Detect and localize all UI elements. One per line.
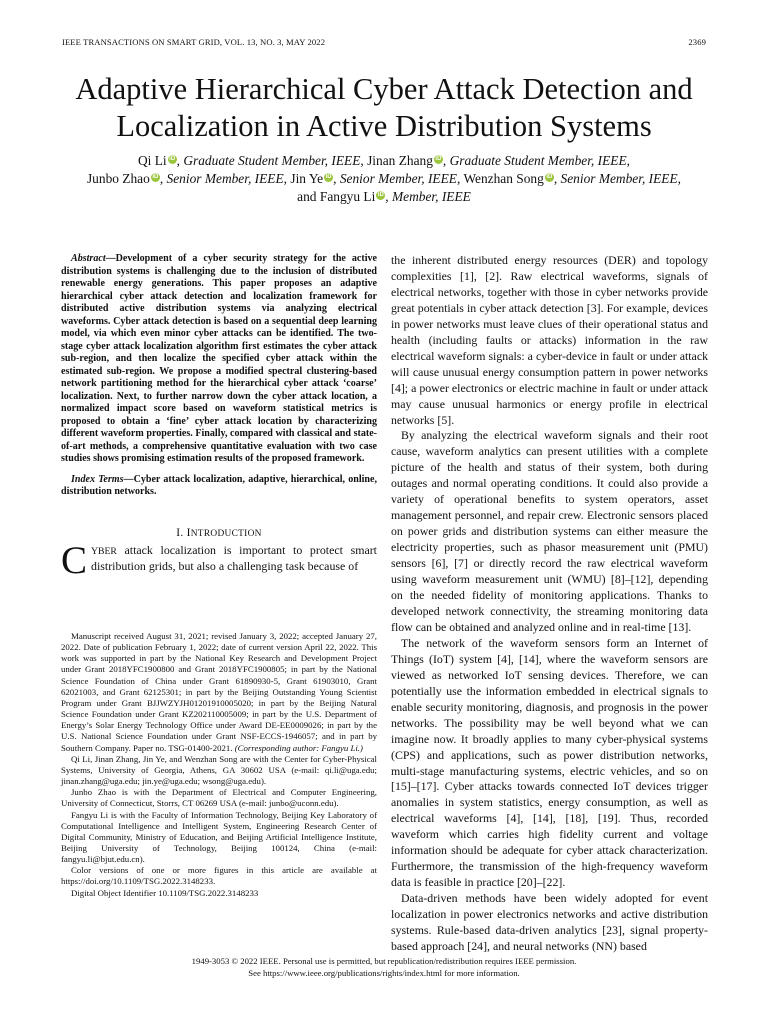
section-heading: I. INTRODUCTION bbox=[176, 526, 262, 539]
drop-cap: C bbox=[61, 538, 88, 582]
abstract bbox=[61, 253, 377, 466]
orcid-icon[interactable]: iD bbox=[169, 156, 176, 162]
author-role: Graduate Student Member, IEEE bbox=[183, 153, 361, 168]
footnote-affiliation: Fangyu Li is with the Faculty of Information Technology, Beijing Key Laboratory of Computational Intelligence and Intelligent System, Engineering Research Center of Digital Community, Ministry of Education, and Beijing Artificial Intelligence Institute, Beijing University of Technology, Beijing 100124, China (e-mail: fangyu.li@bjut.edu.cn). bbox=[61, 809, 377, 865]
author-name: Jinan Zhang bbox=[367, 153, 433, 168]
footnote-color-note: Color versions of one or more figures in this article are available at https://doi.org/10.1109/TSG.2022.3148233. bbox=[61, 865, 377, 887]
author-name: Jin Ye bbox=[290, 171, 324, 187]
orcid-icon[interactable]: iD bbox=[435, 156, 442, 162]
body-paragraph: By analyzing the electrical waveform signals and their root cause, waveform analytics can present utilities with a complete picture of the health and status of their system, both during outages and normal operating conditions. It could also provide a variety of operational benefits to system operators, asset management personnel, and repair crew. Electronic sensors placed on power grids and distribution systems can either measure the electricity properties, such as phasor measurement unit (PMU) sensors [6], [7] or directly record the raw electrical waveform using waveform measurement unit (WMU) [8]–[12], depending on the needed fidelity of monitoring applications. Thanks to developed network connectivity, the streaming monitoring data flow can be obtained and analyzed online and in real-time [13]. bbox=[391, 428, 708, 634]
abstract-lead: Abstract bbox=[71, 253, 106, 264]
footnote-doi: Digital Object Identifier 10.1109/TSG.2022.3148233 bbox=[71, 887, 259, 898]
abstract-text: —Development of a cyber security strategy for the active distribution systems is challenging due to the inclusion of distributed renewable energy generations. This paper proposes an adaptive hierarchical cyber attack detection and localization framework for distributed active distribution systems via analyzing electrical waveforms. Cyber attack detection is based on a sequential deep learning model, via which even minor cyber attacks can be identified. The two-stage cyber attack localization algorithm first estimates the cyber attack sub-region, and then localize the specified cyber attack within the estimated sub-region. We propose a modified spectral clustering-based network partitioning method for the hierarchical cyber attack ‘coarse’ localization. Next, to further narrow down the cyber attack location, a normalized impact score based on waveform statistical metrics is proposed to obtain a ‘fine’ cyber attack location by characterizing different waveform properties. Finally, compared with classical and state-of-art methods, a comprehensive quantitative evaluation with two case studies shows promising estimation results of the proposed framework. bbox=[61, 253, 377, 464]
index-terms-lead: Index Terms bbox=[71, 473, 124, 485]
author-list: Qi Li iD , Graduate Student Member, IEEE, Jinan Zhang iD , Graduate Student Member, IEEE, Junbo Zhao iD , Senior Member, IEEE, Jin Ye iD , Senior Member, IEEE, Wenzhan Song iD , Senior Member, IEEE, and Fangyu Li iD , Member, IEEE bbox=[86, 153, 682, 205]
author-role: Senior Member, IEEE bbox=[339, 171, 457, 187]
author-name: Junbo Zhao bbox=[86, 171, 150, 187]
orcid-icon[interactable]: iD bbox=[325, 174, 332, 181]
author-role: Senior Member, IEEE bbox=[166, 171, 284, 187]
page-number: 2369 bbox=[688, 37, 706, 47]
author-conjunction: and bbox=[297, 189, 317, 205]
body-paragraph: The network of the waveform sensors form an Internet of Things (IoT) system [4], [14], where the waveform sensors are viewed as networked IoT sensing devices. Therefore, we can potentially use the information embedded in electrical signals to enable security monitoring, diagnosis, and prognosis in the power networks. The possibility may be well beyond what we can imagine now. It broadly applies to many cyber-physical systems (CPS) and applications, such as power distribution networks, multi-stage manufacturing systems, electric vehicles, and so on [15]–[17]. Cyber attacks towards connected IoT devices trigger anomalies in system statistics, energy consumption, as well as electrical waveforms [4], [14], [18], [19]. Thus, recorded waveform which carries high fidelity current and voltage information should be adequate for cyber attack characterization. Furthermore, the transmission of the high-frequency waveform data is feasible in practice [20]–[22]. bbox=[391, 635, 708, 890]
author-role: Member, IEEE bbox=[392, 189, 471, 205]
body-paragraph: the inherent distributed energy resources (DER) and topology complexities [1], [2]. Raw electrical waveforms, signals of electrical networks, together with those in cyber networks provide great potentials in cyber attack detection [3]. For example, devices in power networks must leave clues of their operational status and health (including faults or attacks) information in the raw electrical waveform signals: a cyber-device in fault or under attack will cause unusual energy consumption pattern in power networks [4]; a power electronics or electric machine in fault or under attack may cause unusual harmonics or energy profile in electrical networks [5]. bbox=[391, 253, 708, 427]
title-line-1: Adaptive Hierarchical Cyber Attack Detection and bbox=[75, 72, 693, 106]
copyright-line: 1949-3053 © 2022 IEEE. Personal use is permitted, but republication/redistribution requires IEEE permission. bbox=[191, 956, 577, 966]
author-name: Qi Li bbox=[138, 153, 167, 168]
copyright-notice bbox=[0, 956, 768, 979]
corresponding-author: (Corresponding author: Fangyu Li.) bbox=[234, 742, 363, 753]
footnote-funding: Manuscript received August 31, 2021; revised January 3, 2022; accepted January 27, 2022. Date of publication February 1, 2022; date of current version April 22, 2022. This work was supported in part by the National Key Research and Development Project under Grant 2018YFC1900800 and Grant 2018YFC1900805; in part by the National Science Foundation of China under Grant 61890930-5, Grant 61903010, Grant 62021003, and Grant 62125301; in part by the Beijing Outstanding Young Scientist Program under Grant BJJWZYJH01201910005020; in part by the Beijing Natural Science Foundation under Grant KZ202110005009; in part by the U.S. Department of Energy’s Solar Energy Technology Office under Award DE-EE0009026; in part by the U.S. National Science Foundation under Grant NSF-ECCS-1946057; and in part by Southern Company. Paper no. TSG-01400-2021. (Corresponding author: Fangyu Li.) bbox=[61, 631, 377, 753]
orcid-icon[interactable]: iD bbox=[546, 174, 553, 181]
footnote-affiliation: Qi Li, Jinan Zhang, Jin Ye, and Wenzhan Song are with the Center for Cyber-Physical Systems, University of Georgia, Athens, GA 30602 USA (e-mail: qi.li@uga.edu; jinan.zhang@uga.edu; jin.ye@uga.edu; wsong@uga.edu). bbox=[61, 753, 377, 787]
author-name: Wenzhan Song bbox=[463, 171, 544, 187]
intro-text: attack localization is important to protect smart distribution grids, but also a challenging task because of bbox=[91, 542, 377, 573]
orcid-icon[interactable]: iD bbox=[152, 174, 159, 181]
intro-smallcaps: YBER bbox=[91, 545, 117, 557]
journal-header: IEEE TRANSACTIONS ON SMART GRID, VOL. 13, NO. 3, MAY 2022 bbox=[62, 37, 326, 47]
intro-paragraph bbox=[61, 538, 377, 582]
paper-title bbox=[30, 71, 738, 145]
copyright-line: See https://www.ieee.org/publications/rights/index.html for more information. bbox=[248, 967, 520, 978]
orcid-icon[interactable]: iD bbox=[377, 192, 384, 199]
footnotes bbox=[61, 631, 377, 899]
left-column bbox=[61, 253, 377, 582]
author-name: Fangyu Li bbox=[319, 189, 376, 205]
index-terms bbox=[61, 474, 377, 499]
right-column bbox=[391, 253, 708, 955]
body-paragraph: Data-driven methods have been widely adopted for event localization in power electronics networks and active distribution systems. Rule-based data-driven analytics [23], signal property-based approach [24], and neural networks (NN) based bbox=[391, 891, 708, 953]
author-role: Senior Member, IEEE bbox=[560, 171, 678, 187]
author-role: Graduate Student Member, IEEE bbox=[449, 153, 627, 168]
footnote-affiliation: Junbo Zhao is with the Department of Electrical and Computer Engineering, University of Connecticut, Storrs, CT 06269 USA (e-mail: junbo@uconn.edu). bbox=[61, 787, 377, 809]
title-line-2: Localization in Active Distribution Systems bbox=[116, 109, 652, 143]
index-terms-text: —Cyber attack localization, adaptive, hierarchical, online, distribution networks. bbox=[61, 473, 377, 497]
